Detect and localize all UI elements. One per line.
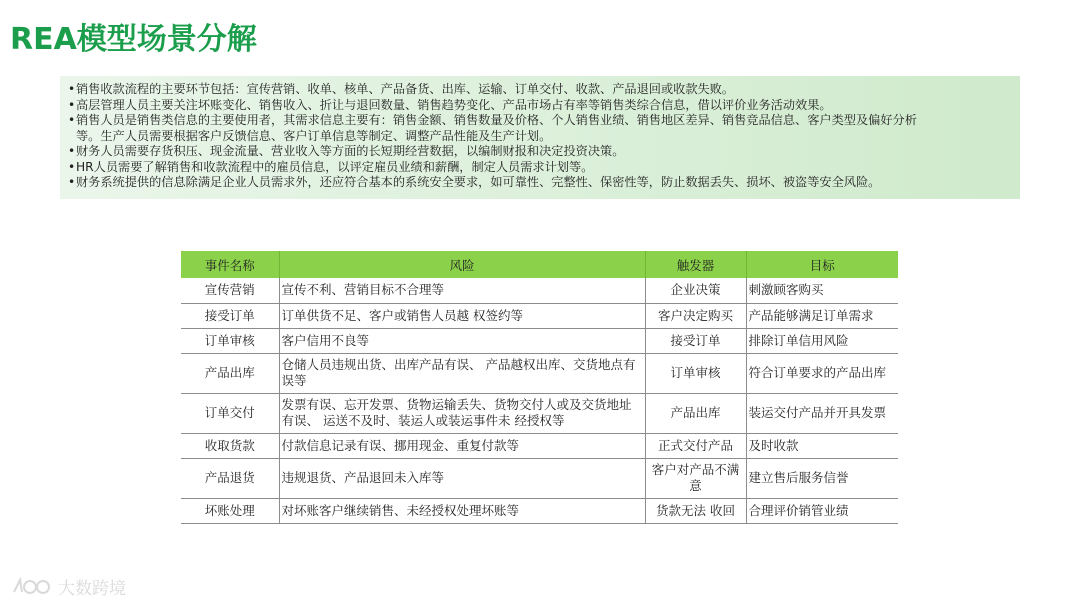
cell-goal: 符合订单要求的产品出库 [746, 353, 898, 393]
summary-item: • HR人员需要了解销售和收款流程中的雇员信息，以评定雇员业绩和薪酬，制定人员需求计划等。 [68, 160, 1012, 176]
cell-event: 收取货款 [181, 433, 279, 458]
cell-event: 宣传营销 [181, 278, 279, 303]
cell-goal: 排除订单信用风险 [746, 328, 898, 353]
summary-item: • 财务系统提供的信息除满足企业人员需求外，还应符合基本的系统安全要求，如可靠性、完整性、保密性等，防止数据丢失、损坏、被盗等安全风险。 [68, 175, 1012, 191]
cell-risk: 订单供货不足、客户或销售人员越 权签约等 [279, 303, 645, 328]
cell-risk: 付款信息记录有误、挪用现金、重复付款等 [279, 433, 645, 458]
cell-risk: 客户信用不良等 [279, 328, 645, 353]
cell-event: 订单审核 [181, 328, 279, 353]
watermark [10, 574, 126, 599]
cell-trigger: 正式交付产品 [645, 433, 746, 458]
cell-risk: 发票有误、忘开发票、货物运输丢失、货物交付人或及交货地址有误、 运送不及时、装运人或装运事件未 经授权等 [279, 393, 645, 433]
cell-event: 接受订单 [181, 303, 279, 328]
cell-trigger: 客户对产品不满意 [645, 458, 746, 498]
summary-item: • 销售收款流程的主要环节包括：宣传营销、收单、核单、产品备货、出库、运输、订单交付、收款、产品退回或收款失败。 [68, 82, 1012, 98]
cell-risk: 对坏账客户继续销售、未经授权处理坏账等 [279, 498, 645, 523]
header-event: 事件名称 [181, 251, 279, 278]
cell-trigger: 产品出库 [645, 393, 746, 433]
page-title: REA模型场景分解 [10, 22, 257, 57]
table-header-row [181, 251, 898, 278]
cell-goal: 建立售后服务信誉 [746, 458, 898, 498]
cell-event: 坏账处理 [181, 498, 279, 523]
cell-event: 产品出库 [181, 353, 279, 393]
summary-item-continuation: 等。生产人员需要根据客户反馈信息、客户订单信息等制定、调整产品性能及生产计划。 [76, 128, 552, 143]
risk-table [181, 251, 898, 524]
cell-goal: 合理评价销管业绩 [746, 498, 898, 523]
cell-risk: 违规退货、产品退回未入库等 [279, 458, 645, 498]
watermark-text: 大数跨境 [58, 579, 126, 599]
table-row [181, 458, 898, 498]
table-row [181, 278, 898, 303]
cell-goal: 装运交付产品并开具发票 [746, 393, 898, 433]
cell-trigger: 企业决策 [645, 278, 746, 303]
summary-box [60, 76, 1020, 199]
cell-trigger: 接受订单 [645, 328, 746, 353]
table-row [181, 498, 898, 523]
cell-risk: 仓储人员违规出货、出库产品有误、 产品越权出库、交货地点有误等 [279, 353, 645, 393]
table-row [181, 433, 898, 458]
cell-goal: 刺激顾客购买 [746, 278, 898, 303]
cell-trigger: 货款无法 收回 [645, 498, 746, 523]
cell-goal: 及时收款 [746, 433, 898, 458]
table-row [181, 328, 898, 353]
cell-trigger: 订单审核 [645, 353, 746, 393]
watermark-logo-icon [10, 576, 54, 598]
cell-goal: 产品能够满足订单需求 [746, 303, 898, 328]
table-row [181, 353, 898, 393]
table-row [181, 303, 898, 328]
summary-item: • 财务人员需要存货积压、现金流量、营业收入等方面的长短期经营数据，以编制财报和决定投资决策。 [68, 144, 1012, 160]
summary-item: • 高层管理人员主要关注坏账变化、销售收入、折让与退回数量、销售趋势变化、产品市场占有率等销售类综合信息，借以评价业务活动效果。 [68, 98, 1012, 114]
cell-event: 订单交付 [181, 393, 279, 433]
header-goal: 目标 [746, 251, 898, 278]
summary-item: • 销售人员是销售类信息的主要使用者，其需求信息主要有：销售金额、销售数量及价格、个人销售业绩、销售地区差异、销售竞品信息、客户类型及偏好分析 [68, 113, 1012, 129]
table-row [181, 393, 898, 433]
cell-risk: 宣传不利、营销目标不合理等 [279, 278, 645, 303]
header-trigger: 触发器 [645, 251, 746, 278]
cell-trigger: 客户决定购买 [645, 303, 746, 328]
header-risk: 风险 [279, 251, 645, 278]
cell-event: 产品退货 [181, 458, 279, 498]
